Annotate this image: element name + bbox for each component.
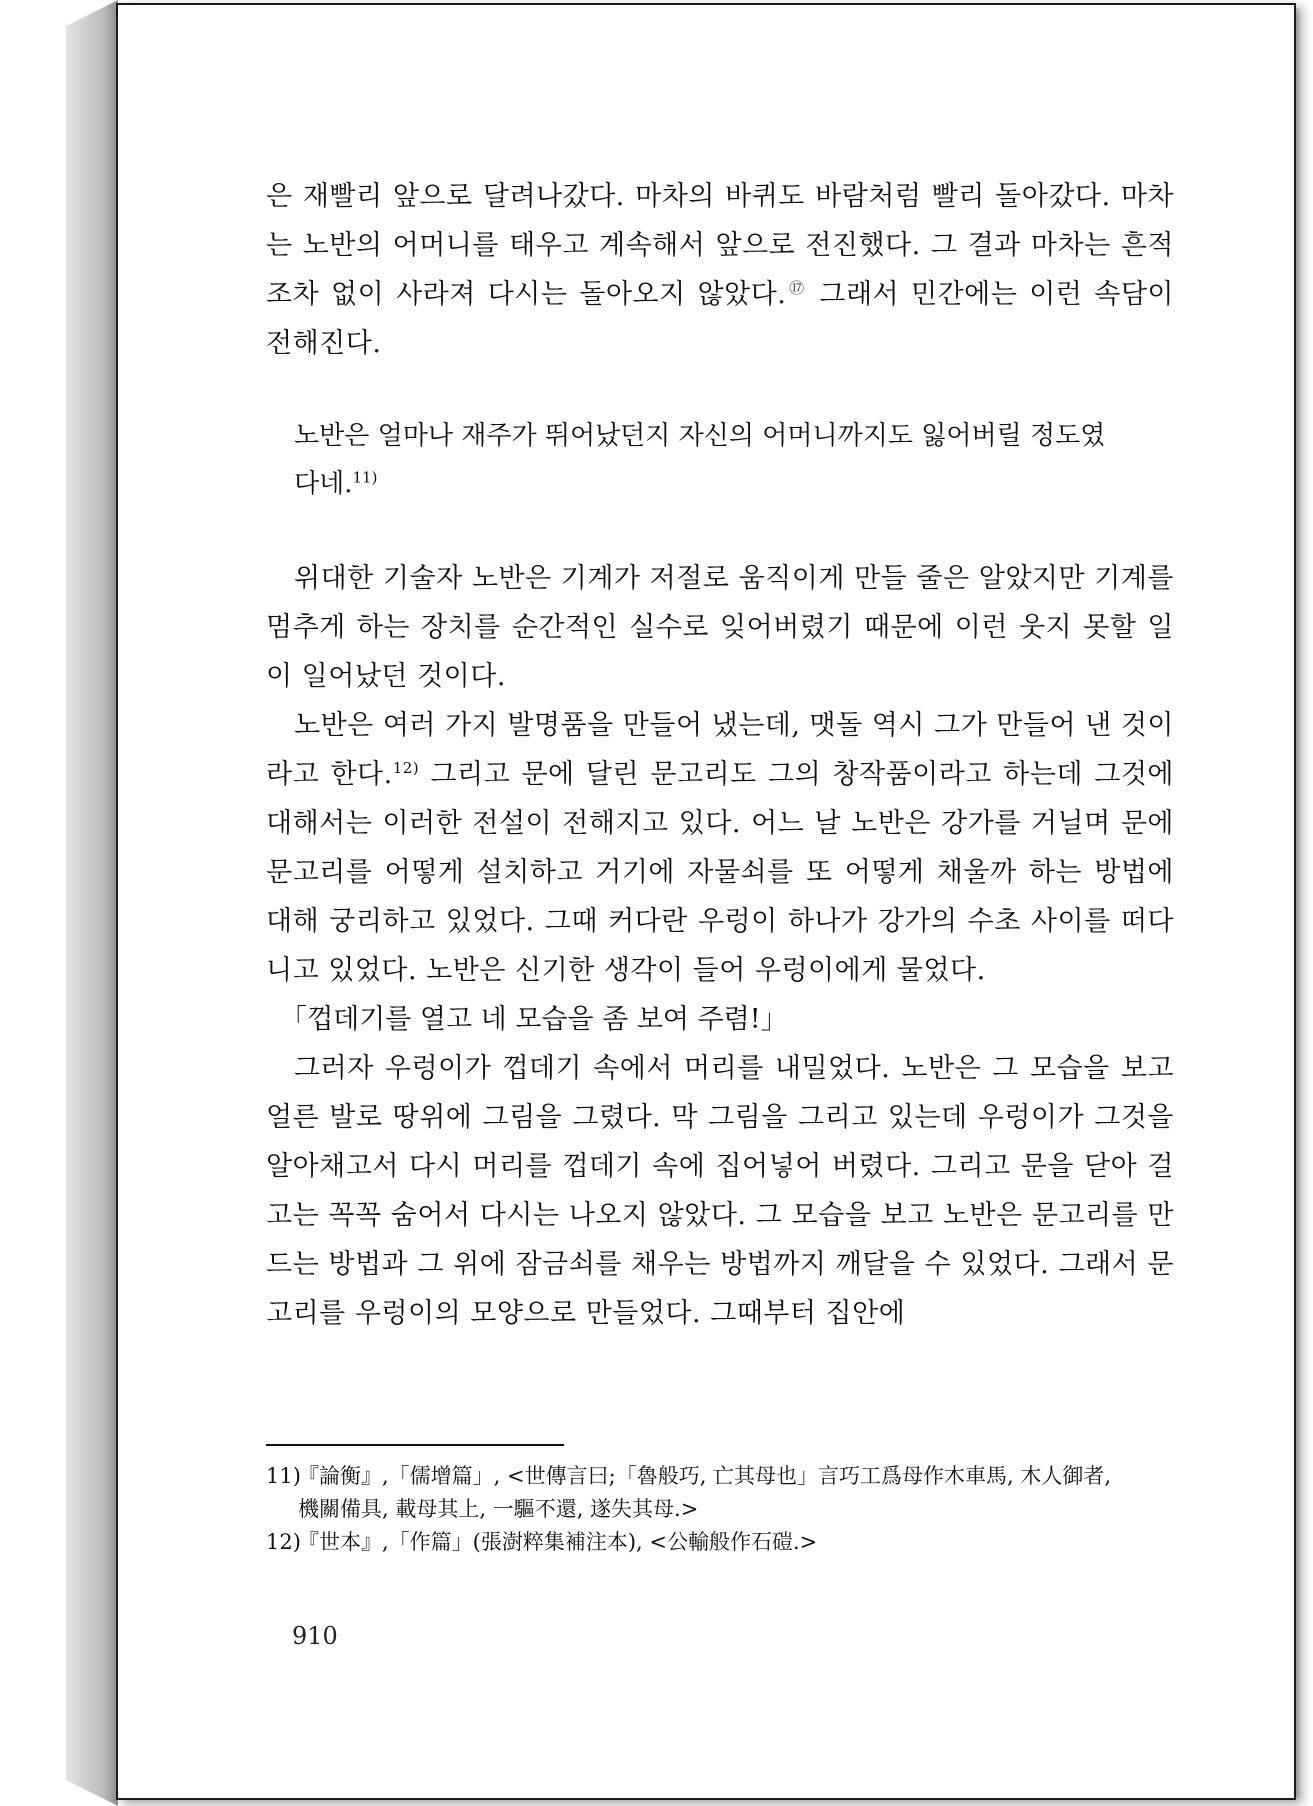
footnote-number: 12) (266, 1530, 301, 1554)
footnotes (266, 1460, 1186, 1559)
paragraph-1-tail: 그래서 민간에는 이런 속담이 전해진다. (266, 279, 1174, 359)
footnote-11 (266, 1460, 1186, 1526)
block-quote (266, 412, 1174, 508)
page-number: 910 (292, 1622, 338, 1650)
dialog-line: 「껍데기를 열고 네 모습을 좀 보여 주렴!」 (280, 1004, 788, 1035)
footnote-ref-12: 12) (392, 759, 420, 777)
footnote-number: 11) (266, 1464, 301, 1488)
footnote-text: 『論衡』,「儒增篇」, <世傳言曰;「魯般巧, 亡其母也」言巧工爲母作木車馬, 木人御者, (298, 1464, 1112, 1488)
footnote-ref-17: ⑰ (786, 279, 808, 297)
footnote-divider (266, 1444, 564, 1446)
paragraph-3-tail: 그리고 문에 달린 문고리도 그의 창작품이라고 하는데 그것에 대해서는 이러한 전설이 전해지고 있다. 어느 날 노반은 강가를 거닐며 문에 문고리를 어떻게 설치하고 거기에 자물쇠를 또 어떻게 채울까 하는 방법에 대해 궁리하고 있었다. 그때 커다란 우렁이 하나가 강가의 수초 사이를 떠다니고 있었다. 노반은 신기한 생각이 들어 우렁이에게 물었다. (266, 759, 1174, 986)
quote-line-2: 다네. (294, 469, 353, 499)
quote-line-2-wrap (294, 460, 1174, 508)
book-spine (66, 0, 118, 1806)
footnote-text: 『世本』,「作篇」(張澍粹集補注本), <公輸般作石磑.> (298, 1530, 818, 1554)
footnote-12 (266, 1526, 1186, 1559)
paragraph-1-text: 은 재빨리 앞으로 달려나갔다. 마차의 바퀴도 바람처럼 빨리 돌아갔다. 마차는 노반의 어머니를 태우고 계속해서 앞으로 전진했다. 그 결과 마차는 흔적조차 없이 사라져 다시는 돌아오지 않았다. (266, 181, 1174, 310)
paragraph-4: 그러자 우렁이가 껍데기 속에서 머리를 내밀었다. 노반은 그 모습을 보고 얼른 발로 땅위에 그림을 그렸다. 막 그림을 그리고 있는데 우렁이가 그것을 알아채고서 다시 머리를 껍데기 속에 집어넣어 버렸다. 그리고 문을 닫아 걸고는 꼭꼭 숨어서 다시는 나오지 않았다. 그 모습을 보고 노반은 문고리를 만드는 방법과 그 위에 잠금쇠를 채우는 방법까지 깨달을 수 있었다. 그래서 문고리를 우렁이의 모양으로 만들었다. 그때부터 집안에 (266, 1053, 1174, 1329)
footnote-continuation: 機關備具, 載母其上, 一驅不還, 遂失其母.> (298, 1497, 699, 1521)
paragraph-2: 위대한 기술자 노반은 기계가 저절로 움직이게 만들 줄은 알았지만 기계를 멈추게 하는 장치를 순간적인 실수로 잊어버렸기 때문에 이런 웃지 못할 일이 일어났던 것이다. (266, 563, 1174, 692)
paragraph-3-text: 노반은 여러 가지 발명품을 만들어 냈는데, 맷돌 역시 그가 만들어 낸 것이라고 한다. (266, 710, 1174, 790)
footnote-ref-11: 11) (352, 468, 378, 487)
quote-line-1: 노반은 얼마나 재주가 뛰어났던지 자신의 어머니까지도 잃어버릴 정도였 (294, 421, 1106, 451)
paragraph-3 (266, 701, 1174, 995)
paragraph-1 (266, 172, 1174, 368)
main-text (266, 172, 1174, 1338)
